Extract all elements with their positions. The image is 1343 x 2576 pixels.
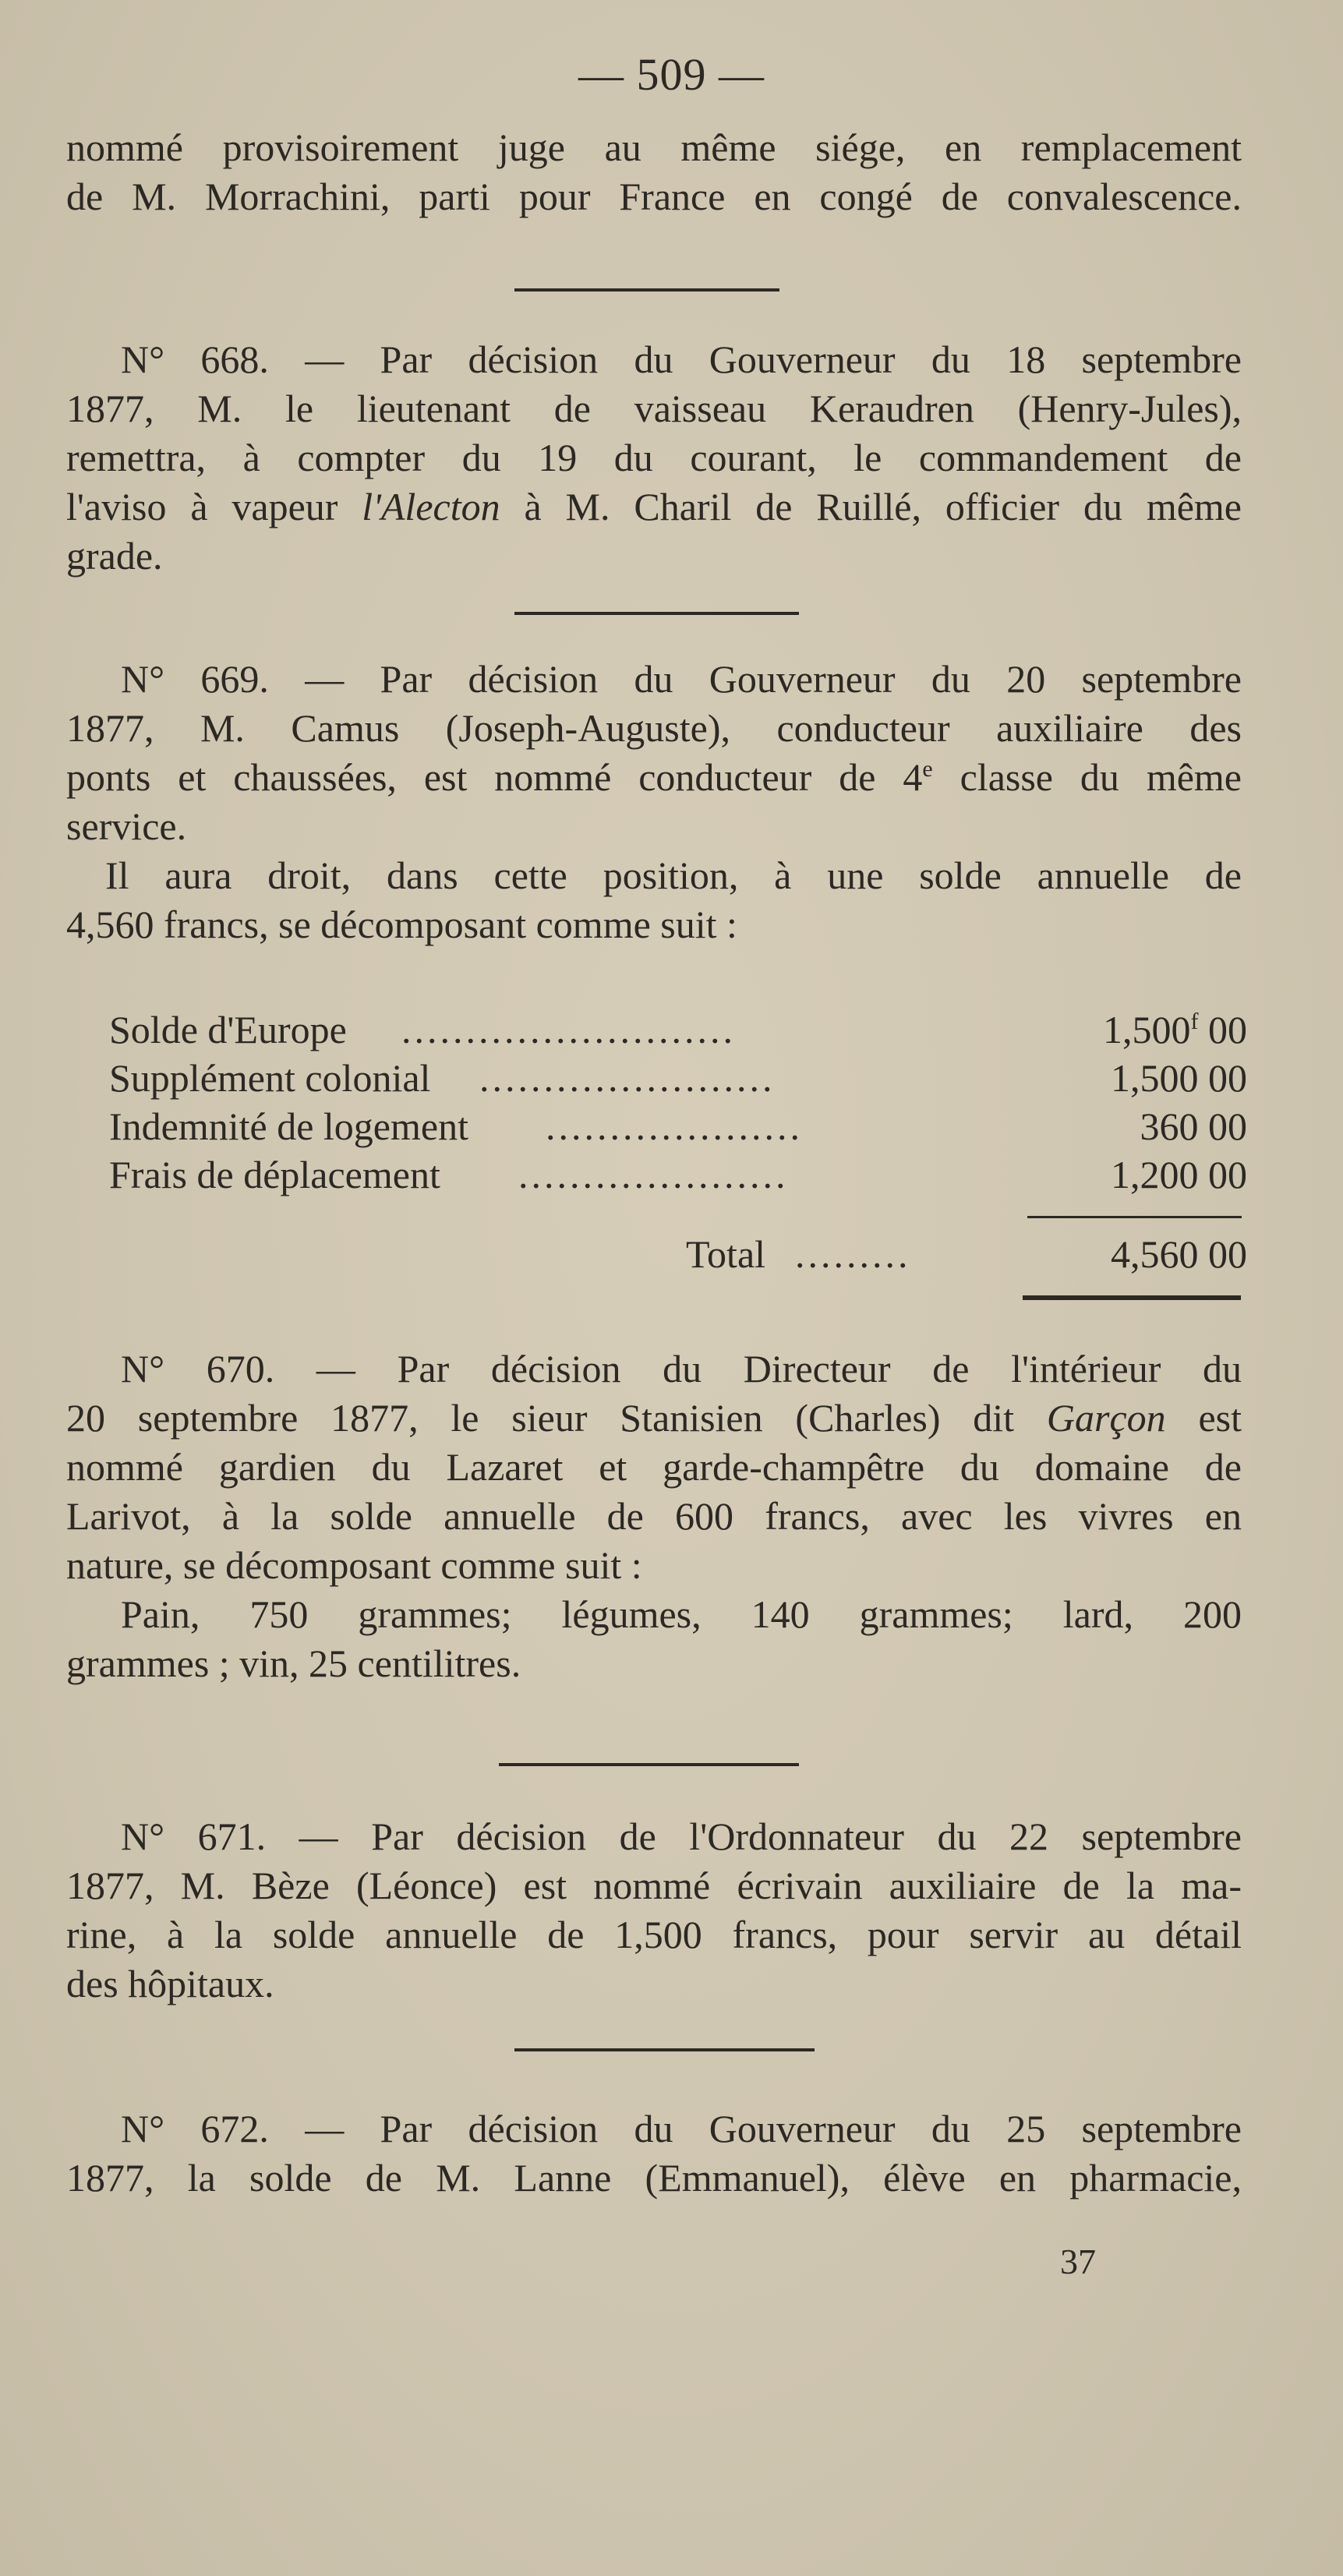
salary-label: Solde d'Europe	[109, 1008, 347, 1051]
salary-row	[109, 1005, 1247, 1054]
total-row	[109, 1230, 1247, 1278]
entry-668-line-4-post: à M. Charil de Ruillé, officier du même	[500, 485, 1242, 528]
entry-668-line-4	[66, 482, 1242, 532]
entry-669-line-2: 1877, M. Camus (Joseph-Auguste), conducteur auxiliaire des	[66, 706, 1242, 750]
entry-669-line-3	[66, 753, 1242, 802]
dot-leader: ..........................	[401, 1008, 736, 1051]
salary-label: Supplément colonial	[109, 1056, 431, 1100]
dot-leader: ....................	[546, 1104, 803, 1148]
sum-rule	[1027, 1216, 1242, 1218]
salary-amount: 1,200 00	[1111, 1153, 1247, 1196]
entry-668	[66, 335, 1242, 581]
total-amount: 4,560 00	[1111, 1232, 1247, 1276]
entry-669-line-6: 4,560 francs, se décomposant comme suit :	[66, 903, 737, 946]
entry-672-line-2: 1877, la solde de M. Lanne (Emmanuel), élève en pharmacie,	[66, 2156, 1242, 2200]
salary-amount: 1,500$^f$ 00	[1103, 1008, 1247, 1051]
entry-670-line-2	[66, 1394, 1242, 1443]
ordinal-superscript: e	[922, 756, 933, 782]
entry-670	[66, 1345, 1242, 1688]
salary-amount: 360 00	[1140, 1104, 1247, 1148]
entry-670-line-2-post: est	[1165, 1396, 1242, 1440]
salary-label: Indemnité de logement	[109, 1104, 468, 1148]
intro-paragraph	[66, 123, 1242, 221]
total-underline	[1023, 1295, 1241, 1300]
entry-672-line-1: N° 672. — Par décision du Gouverneur du 25 septembre	[121, 2107, 1242, 2150]
entry-670-line-3: nommé gardien du Lazaret et garde-champêtre du domaine de	[66, 1445, 1242, 1489]
dot-leader: .........	[795, 1232, 911, 1276]
page-number: — 509 —	[578, 49, 765, 100]
salary-row	[109, 1102, 1247, 1150]
entry-671-line-2: 1877, M. Bèze (Léonce) est nommé écrivain auxiliaire de la ma-	[66, 1864, 1242, 1907]
dot-leader: .......................	[479, 1056, 776, 1100]
separator-rule	[514, 288, 779, 292]
intro-line-1: nommé provisoirement juge au même siége, en remplacement	[66, 125, 1242, 169]
entry-670-line-5: nature, se décomposant comme suit :	[66, 1543, 642, 1587]
salary-row	[109, 1054, 1247, 1102]
entry-671-line-3: rine, à la solde annuelle de 1,500 francs, pour servir au détail	[66, 1913, 1242, 1956]
entry-670-line-6: Pain, 750 grammes; légumes, 140 grammes; lard, 200	[121, 1592, 1242, 1636]
entry-669-line-3-pre: ponts et chaussées, est nommé conducteur de 4	[66, 755, 923, 799]
entry-671-line-1: N° 671. — Par décision de l'Ordonnateur du 22 septembre	[121, 1815, 1242, 1858]
salary-label: Frais de déplacement	[109, 1153, 440, 1196]
entry-669-line-5: Il aura droit, dans cette position, à une solde annuelle de	[105, 853, 1242, 897]
entry-671-line-4: des hôpitaux.	[66, 1962, 274, 2005]
entry-669-line-4: service.	[66, 804, 187, 848]
entry-668-line-4-pre: l'aviso à vapeur	[66, 485, 362, 528]
entry-670-line-7: grammes ; vin, 25 centilitres.	[66, 1641, 521, 1685]
entry-672	[66, 2104, 1242, 2203]
nickname: Garçon	[1046, 1396, 1166, 1440]
total-label: Total	[686, 1232, 766, 1276]
separator-rule	[514, 612, 799, 615]
entry-669-line-1: N° 669. — Par décision du Gouverneur du 20 septembre	[121, 657, 1242, 701]
intro-line-2: de M. Morrachini, parti pour France en congé de convalescence.	[66, 175, 1242, 218]
salary-row	[109, 1150, 1247, 1199]
separator-rule	[514, 2048, 815, 2051]
ship-name: l'Alecton	[362, 485, 500, 528]
signature-mark: 37	[1060, 2242, 1096, 2281]
entry-669-line-3-post: classe du même	[932, 755, 1242, 799]
separator-rule	[499, 1763, 799, 1766]
dot-leader: .....................	[518, 1153, 789, 1196]
salary-amount: 1,500 00	[1111, 1056, 1247, 1100]
entry-671	[66, 1812, 1242, 2009]
entry-670-line-1: N° 670. — Par décision du Directeur de l'intérieur du	[121, 1347, 1242, 1390]
entry-669	[66, 655, 1242, 949]
entry-668-line-1: N° 668. — Par décision du Gouverneur du 18 septembre	[121, 337, 1242, 381]
entry-668-line-2: 1877, M. le lieutenant de vaisseau Keraudren (Henry-Jules),	[66, 387, 1242, 430]
entry-670-line-4: Larivot, à la solde annuelle de 600 francs, avec les vivres en	[66, 1494, 1242, 1538]
entry-668-line-5: grade.	[66, 534, 163, 578]
entry-668-line-3: remettra, à compter du 19 du courant, le commandement de	[66, 436, 1242, 479]
entry-670-line-2-pre: 20 septembre 1877, le sieur Stanisien (Charles) dit	[66, 1396, 1047, 1440]
